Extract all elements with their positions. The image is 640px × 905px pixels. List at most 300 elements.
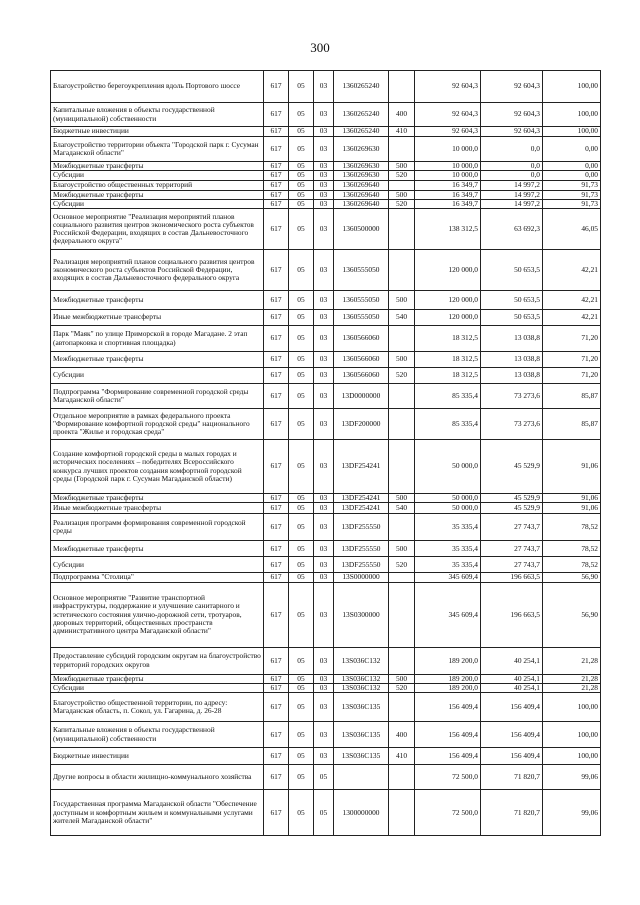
row-expense-type: [389, 71, 415, 103]
row-execution-percent: 100,00: [543, 722, 601, 748]
table-row: [51, 693, 601, 722]
row-section-code: 05: [289, 137, 314, 162]
row-subsection-code: 03: [314, 250, 334, 291]
row-target-article: 1360566060: [334, 368, 389, 384]
row-target-article: 13S036C135: [334, 693, 389, 722]
row-section-code: 05: [289, 190, 314, 199]
row-expense-type: 500: [389, 494, 415, 503]
row-planned-amount: 120 000,0: [415, 291, 481, 310]
page-number: 300: [310, 40, 330, 55]
row-target-article: 1360555050: [334, 250, 389, 291]
row-target-article: 1360265240: [334, 103, 389, 127]
row-name: Подпрограмма "Столица": [51, 573, 264, 582]
row-subsection-code: 03: [314, 190, 334, 199]
row-execution-percent: 85,87: [543, 409, 601, 440]
row-execution-percent: 100,00: [543, 127, 601, 137]
row-target-article: 13DF200000: [334, 409, 389, 440]
row-expense-type: 500: [389, 541, 415, 557]
table-row: [51, 384, 601, 409]
row-name: Субсидии: [51, 368, 264, 384]
row-name: Отдельное мероприятие в рамках федерального проекта "Формирование комфортной городской среды" национального проекта "Жилье и городская среда": [51, 409, 264, 440]
row-grbs-code: 617: [264, 647, 289, 674]
row-target-article: 13S036C132: [334, 674, 389, 683]
row-planned-amount: 16 349,7: [415, 199, 481, 208]
row-grbs-code: 617: [264, 557, 289, 573]
row-section-code: 05: [289, 384, 314, 409]
row-subsection-code: 03: [314, 137, 334, 162]
row-name: Капитальные вложения в объекты государственной (муниципальной) собственности: [51, 722, 264, 748]
row-name: Создание комфортной городской среды в малых городах и исторических поселениях – победителях Всероссийского конкурса лучших проектов создания комфортной городской среды (Городской парк г. Сусуман Магаданской области): [51, 440, 264, 494]
row-subsection-code: 03: [314, 683, 334, 692]
row-execution-percent: 0,00: [543, 171, 601, 180]
row-subsection-code: 03: [314, 514, 334, 541]
row-expense-type: [389, 514, 415, 541]
row-expense-type: 520: [389, 683, 415, 692]
row-grbs-code: 617: [264, 674, 289, 683]
row-grbs-code: 617: [264, 440, 289, 494]
row-planned-amount: 10 000,0: [415, 162, 481, 171]
row-expense-type: [389, 765, 415, 790]
row-executed-amount: 13 038,8: [481, 352, 543, 368]
row-name: Благоустройство общественных территорий: [51, 180, 264, 190]
row-executed-amount: 40 254,1: [481, 683, 543, 692]
row-grbs-code: 617: [264, 541, 289, 557]
row-target-article: 13DF255550: [334, 557, 389, 573]
row-section-code: 05: [289, 291, 314, 310]
row-planned-amount: 85 335,4: [415, 384, 481, 409]
row-target-article: 1360500000: [334, 209, 389, 250]
row-name: Межбюджетные трансферты: [51, 291, 264, 310]
row-name: Межбюджетные трансферты: [51, 541, 264, 557]
row-grbs-code: 617: [264, 384, 289, 409]
row-planned-amount: 120 000,0: [415, 310, 481, 326]
row-planned-amount: 18 312,5: [415, 326, 481, 352]
row-executed-amount: 45 529,9: [481, 440, 543, 494]
row-target-article: 13DF255550: [334, 541, 389, 557]
row-grbs-code: 617: [264, 250, 289, 291]
table-row: [51, 765, 601, 790]
row-name: Бюджетные инвестиции: [51, 748, 264, 765]
row-grbs-code: 617: [264, 409, 289, 440]
row-expense-type: 540: [389, 503, 415, 514]
row-name: Реализация мероприятий планов социального развития центров экономического роста субъектов Российской Федерации, входящих в состав Дальневосточного федерального округа: [51, 250, 264, 291]
row-executed-amount: 92 604,3: [481, 103, 543, 127]
row-target-article: 1360566060: [334, 352, 389, 368]
row-execution-percent: 42,21: [543, 291, 601, 310]
row-subsection-code: 03: [314, 693, 334, 722]
row-target-article: 13D0000000: [334, 384, 389, 409]
row-subsection-code: 03: [314, 748, 334, 765]
row-section-code: 05: [289, 674, 314, 683]
table-row: [51, 748, 601, 765]
row-expense-type: [389, 384, 415, 409]
row-execution-percent: 56,90: [543, 573, 601, 582]
row-target-article: 1360265240: [334, 127, 389, 137]
row-subsection-code: 03: [314, 384, 334, 409]
row-execution-percent: 56,90: [543, 582, 601, 647]
row-grbs-code: 617: [264, 352, 289, 368]
row-planned-amount: 16 349,7: [415, 180, 481, 190]
table-row: [51, 171, 601, 180]
row-executed-amount: 63 692,3: [481, 209, 543, 250]
row-target-article: 1360566060: [334, 326, 389, 352]
row-expense-type: [389, 326, 415, 352]
row-target-article: 1360269630: [334, 137, 389, 162]
row-expense-type: [389, 790, 415, 836]
row-executed-amount: 0,0: [481, 137, 543, 162]
row-name: Субсидии: [51, 683, 264, 692]
row-executed-amount: 27 743,7: [481, 557, 543, 573]
row-expense-type: 410: [389, 748, 415, 765]
row-executed-amount: 73 273,6: [481, 409, 543, 440]
row-grbs-code: 617: [264, 199, 289, 208]
table-row: [51, 503, 601, 514]
row-name: Субсидии: [51, 199, 264, 208]
row-planned-amount: 50 000,0: [415, 494, 481, 503]
row-section-code: 05: [289, 326, 314, 352]
row-name: Межбюджетные трансферты: [51, 190, 264, 199]
row-target-article: 13DF254241: [334, 503, 389, 514]
row-section-code: 05: [289, 103, 314, 127]
row-planned-amount: 50 000,0: [415, 503, 481, 514]
row-execution-percent: 91,06: [543, 440, 601, 494]
row-subsection-code: 03: [314, 494, 334, 503]
row-executed-amount: 73 273,6: [481, 384, 543, 409]
table-row: [51, 582, 601, 647]
row-grbs-code: 617: [264, 103, 289, 127]
row-executed-amount: 156 409,4: [481, 748, 543, 765]
row-target-article: [334, 765, 389, 790]
table-row: [51, 137, 601, 162]
row-target-article: 1360269640: [334, 180, 389, 190]
row-planned-amount: 18 312,5: [415, 368, 481, 384]
row-expense-type: [389, 647, 415, 674]
row-expense-type: 500: [389, 162, 415, 171]
row-name: Межбюджетные трансферты: [51, 674, 264, 683]
row-target-article: 1360555050: [334, 310, 389, 326]
row-grbs-code: 617: [264, 693, 289, 722]
row-name: Реализация программ формирования современной городской среды: [51, 514, 264, 541]
row-planned-amount: 189 200,0: [415, 647, 481, 674]
row-section-code: 05: [289, 722, 314, 748]
row-section-code: 05: [289, 573, 314, 582]
row-subsection-code: 03: [314, 541, 334, 557]
row-grbs-code: 617: [264, 765, 289, 790]
row-name: Основное мероприятие "Развитие транспортной инфраструктуры, поддержание и улучшение санитарного и эстетического состояния улично-дорожной сети, тротуаров, дворовых территорий, общественных пространств административного центра Магаданской области": [51, 582, 264, 647]
row-expense-type: [389, 409, 415, 440]
row-section-code: 05: [289, 494, 314, 503]
row-grbs-code: 617: [264, 326, 289, 352]
row-name: Иные межбюджетные трансферты: [51, 503, 264, 514]
table-row: [51, 352, 601, 368]
row-name: Капитальные вложения в объекты государственной (муниципальной) собственности: [51, 103, 264, 127]
row-expense-type: 500: [389, 352, 415, 368]
row-section-code: 05: [289, 790, 314, 836]
row-target-article: 13DF254241: [334, 494, 389, 503]
row-section-code: 05: [289, 503, 314, 514]
row-execution-percent: 46,05: [543, 209, 601, 250]
row-grbs-code: 617: [264, 71, 289, 103]
row-execution-percent: 71,20: [543, 368, 601, 384]
row-subsection-code: 03: [314, 674, 334, 683]
row-section-code: 05: [289, 352, 314, 368]
row-name: Межбюджетные трансферты: [51, 352, 264, 368]
row-planned-amount: 10 000,0: [415, 137, 481, 162]
row-name: Основное мероприятие "Реализация мероприятий планов социального развития центров экономического роста субъектов Российской Федерации, входящих в состав Дальневосточного федерального округа": [51, 209, 264, 250]
row-target-article: 13S036C135: [334, 722, 389, 748]
row-target-article: 13DF254241: [334, 440, 389, 494]
row-grbs-code: 617: [264, 683, 289, 692]
row-expense-type: 500: [389, 674, 415, 683]
table-row: [51, 162, 601, 171]
row-section-code: 05: [289, 250, 314, 291]
row-execution-percent: 100,00: [543, 71, 601, 103]
row-execution-percent: 100,00: [543, 103, 601, 127]
row-expense-type: [389, 180, 415, 190]
row-executed-amount: 14 997,2: [481, 199, 543, 208]
row-expense-type: [389, 209, 415, 250]
row-execution-percent: 78,52: [543, 557, 601, 573]
row-grbs-code: 617: [264, 137, 289, 162]
row-subsection-code: 03: [314, 368, 334, 384]
row-planned-amount: 72 500,0: [415, 790, 481, 836]
table-row: [51, 326, 601, 352]
row-grbs-code: 617: [264, 748, 289, 765]
row-execution-percent: 100,00: [543, 748, 601, 765]
row-name: Субсидии: [51, 557, 264, 573]
row-planned-amount: 345 609,4: [415, 573, 481, 582]
row-subsection-code: 05: [314, 790, 334, 836]
row-planned-amount: 92 604,3: [415, 71, 481, 103]
row-executed-amount: 196 663,5: [481, 573, 543, 582]
row-target-article: 1360269630: [334, 171, 389, 180]
row-executed-amount: 45 529,9: [481, 494, 543, 503]
row-expense-type: [389, 137, 415, 162]
row-execution-percent: 100,00: [543, 693, 601, 722]
row-execution-percent: 21,28: [543, 647, 601, 674]
row-subsection-code: 03: [314, 582, 334, 647]
table-row: [51, 180, 601, 190]
row-subsection-code: 05: [314, 765, 334, 790]
table-row: [51, 541, 601, 557]
row-executed-amount: 50 653,5: [481, 250, 543, 291]
row-section-code: 05: [289, 693, 314, 722]
table-row: [51, 291, 601, 310]
table-row: [51, 250, 601, 291]
row-name: Благоустройство общественной территории, по адресу: Магаданская область, п. Сокол, ул. Гагарина, д. 26-28: [51, 693, 264, 722]
row-planned-amount: 35 335,4: [415, 557, 481, 573]
row-section-code: 05: [289, 127, 314, 137]
row-target-article: 13S0000000: [334, 573, 389, 582]
row-planned-amount: 10 000,0: [415, 171, 481, 180]
row-expense-type: 540: [389, 310, 415, 326]
row-executed-amount: 14 997,2: [481, 190, 543, 199]
row-grbs-code: 617: [264, 514, 289, 541]
row-subsection-code: 03: [314, 162, 334, 171]
table-row: [51, 674, 601, 683]
row-name: Бюджетные инвестиции: [51, 127, 264, 137]
row-expense-type: [389, 440, 415, 494]
row-expense-type: 400: [389, 722, 415, 748]
row-subsection-code: 03: [314, 409, 334, 440]
row-target-article: 1360269630: [334, 162, 389, 171]
table-row: [51, 557, 601, 573]
row-section-code: 05: [289, 409, 314, 440]
row-expense-type: 520: [389, 199, 415, 208]
row-section-code: 05: [289, 310, 314, 326]
table-row: [51, 514, 601, 541]
row-expense-type: [389, 693, 415, 722]
row-subsection-code: 03: [314, 722, 334, 748]
row-grbs-code: 617: [264, 171, 289, 180]
row-subsection-code: 03: [314, 310, 334, 326]
row-planned-amount: 156 409,4: [415, 748, 481, 765]
row-executed-amount: 0,0: [481, 162, 543, 171]
row-grbs-code: 617: [264, 180, 289, 190]
row-name: Подпрограмма "Формирование современной городской среды Магаданской области": [51, 384, 264, 409]
row-execution-percent: 91,73: [543, 180, 601, 190]
row-target-article: 1360269640: [334, 190, 389, 199]
table-row: [51, 647, 601, 674]
row-name: Парк "Маяк" по улице Приморской в городе Магадане. 2 этап (автопарковка и спортивная площадка): [51, 326, 264, 352]
table-row: [51, 573, 601, 582]
row-section-code: 05: [289, 199, 314, 208]
row-executed-amount: 196 663,5: [481, 582, 543, 647]
row-section-code: 05: [289, 368, 314, 384]
row-section-code: 05: [289, 171, 314, 180]
row-target-article: 1360269640: [334, 199, 389, 208]
row-executed-amount: 14 997,2: [481, 180, 543, 190]
row-expense-type: 520: [389, 368, 415, 384]
row-target-article: 13DF255550: [334, 514, 389, 541]
row-expense-type: 520: [389, 557, 415, 573]
table-row: [51, 310, 601, 326]
row-target-article: 1300000000: [334, 790, 389, 836]
row-subsection-code: 03: [314, 352, 334, 368]
row-section-code: 05: [289, 440, 314, 494]
row-planned-amount: 50 000,0: [415, 440, 481, 494]
table-row: [51, 368, 601, 384]
row-execution-percent: 42,21: [543, 250, 601, 291]
row-executed-amount: 40 254,1: [481, 674, 543, 683]
row-expense-type: 400: [389, 103, 415, 127]
row-executed-amount: 45 529,9: [481, 503, 543, 514]
budget-table: [50, 70, 601, 836]
row-planned-amount: 189 200,0: [415, 683, 481, 692]
row-name: Благоустройство территории объекта "Городской парк г. Сусуман Магаданской области": [51, 137, 264, 162]
row-grbs-code: 617: [264, 190, 289, 199]
row-executed-amount: 71 820,7: [481, 790, 543, 836]
row-execution-percent: 21,28: [543, 683, 601, 692]
row-section-code: 05: [289, 514, 314, 541]
row-executed-amount: 156 409,4: [481, 693, 543, 722]
row-expense-type: [389, 582, 415, 647]
row-planned-amount: 18 312,5: [415, 352, 481, 368]
row-planned-amount: 345 609,4: [415, 582, 481, 647]
row-subsection-code: 03: [314, 440, 334, 494]
row-executed-amount: 0,0: [481, 171, 543, 180]
row-planned-amount: 138 312,5: [415, 209, 481, 250]
row-execution-percent: 99,06: [543, 790, 601, 836]
row-subsection-code: 03: [314, 503, 334, 514]
row-target-article: 13S036C135: [334, 748, 389, 765]
row-name: Субсидии: [51, 171, 264, 180]
row-execution-percent: 0,00: [543, 162, 601, 171]
row-subsection-code: 03: [314, 326, 334, 352]
row-subsection-code: 03: [314, 573, 334, 582]
row-expense-type: 500: [389, 291, 415, 310]
row-subsection-code: 03: [314, 209, 334, 250]
row-executed-amount: 40 254,1: [481, 647, 543, 674]
row-expense-type: 500: [389, 190, 415, 199]
row-planned-amount: 156 409,4: [415, 693, 481, 722]
row-subsection-code: 03: [314, 557, 334, 573]
row-name: Межбюджетные трансферты: [51, 162, 264, 171]
row-planned-amount: 35 335,4: [415, 541, 481, 557]
row-subsection-code: 03: [314, 291, 334, 310]
row-executed-amount: 156 409,4: [481, 722, 543, 748]
row-name: Государственная программа Магаданской области "Обеспечение доступным и комфортным жильем и коммунальными услугами жителей Магаданской области": [51, 790, 264, 836]
row-section-code: 05: [289, 557, 314, 573]
row-execution-percent: 78,52: [543, 541, 601, 557]
row-section-code: 05: [289, 541, 314, 557]
row-section-code: 05: [289, 71, 314, 103]
table-row: [51, 790, 601, 836]
row-target-article: 13S0300000: [334, 582, 389, 647]
row-planned-amount: 35 335,4: [415, 514, 481, 541]
row-grbs-code: 617: [264, 127, 289, 137]
row-executed-amount: 50 653,5: [481, 291, 543, 310]
row-planned-amount: 156 409,4: [415, 722, 481, 748]
row-planned-amount: 92 604,3: [415, 103, 481, 127]
row-grbs-code: 617: [264, 368, 289, 384]
row-execution-percent: 0,00: [543, 137, 601, 162]
table-row: [51, 494, 601, 503]
row-grbs-code: 617: [264, 722, 289, 748]
row-section-code: 05: [289, 582, 314, 647]
row-target-article: 1360555050: [334, 291, 389, 310]
row-target-article: 13S036C132: [334, 683, 389, 692]
row-subsection-code: 03: [314, 71, 334, 103]
row-executed-amount: 13 038,8: [481, 326, 543, 352]
row-execution-percent: 71,20: [543, 352, 601, 368]
table-row: [51, 722, 601, 748]
row-name: Предоставление субсидий городским округам на благоустройство территорий городских округов: [51, 647, 264, 674]
row-grbs-code: 617: [264, 503, 289, 514]
row-executed-amount: 13 038,8: [481, 368, 543, 384]
row-subsection-code: 03: [314, 180, 334, 190]
row-grbs-code: 617: [264, 582, 289, 647]
row-subsection-code: 03: [314, 647, 334, 674]
table-row: [51, 103, 601, 127]
row-executed-amount: 27 743,7: [481, 541, 543, 557]
row-section-code: 05: [289, 162, 314, 171]
row-section-code: 05: [289, 683, 314, 692]
row-subsection-code: 03: [314, 171, 334, 180]
table-row: [51, 199, 601, 208]
table-row: [51, 683, 601, 692]
table-row: [51, 127, 601, 137]
table-row: [51, 71, 601, 103]
row-section-code: 05: [289, 209, 314, 250]
row-execution-percent: 71,20: [543, 326, 601, 352]
row-section-code: 05: [289, 647, 314, 674]
row-executed-amount: 71 820,7: [481, 765, 543, 790]
row-planned-amount: 189 200,0: [415, 674, 481, 683]
row-name: Другие вопросы в области жилищно-коммунального хозяйства: [51, 765, 264, 790]
row-execution-percent: 21,28: [543, 674, 601, 683]
row-section-code: 05: [289, 765, 314, 790]
